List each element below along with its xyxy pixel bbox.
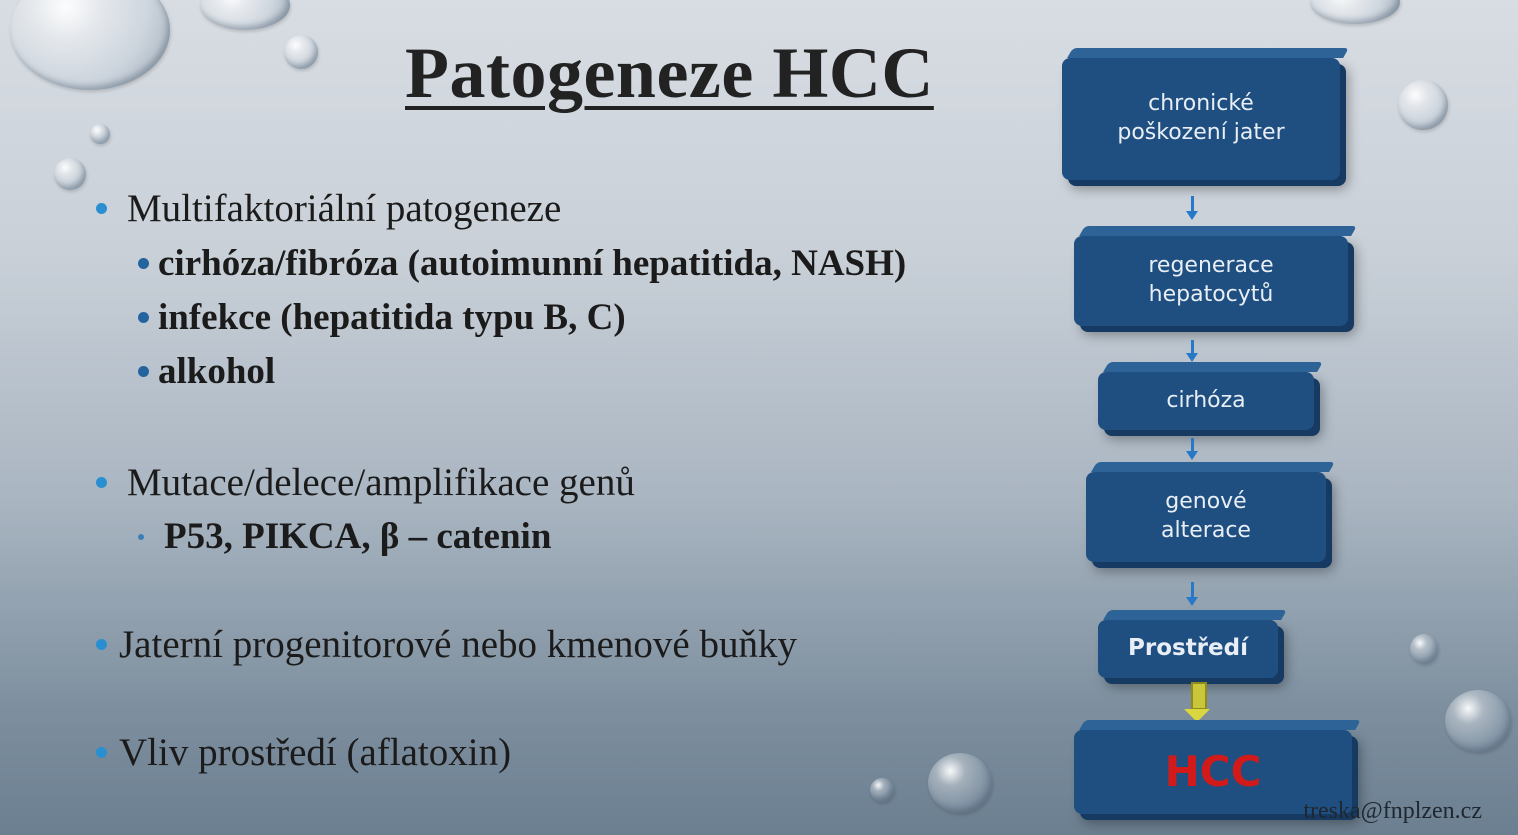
bullet-text: infekce (hepatitida typu B, C) [158,297,626,338]
water-drop-decoration [54,158,86,190]
box-bevel [1079,226,1357,236]
bullet-dot [138,366,149,377]
subbullet-geny [138,515,551,558]
flow-box-genetic-alteration [1086,472,1326,562]
bullet-dot [96,639,107,650]
box-bevel [1103,362,1323,372]
bullet-text: Mutace/delece/amplifikace genů [127,461,635,504]
water-drop-decoration [10,0,170,90]
bullet-dot [96,747,107,758]
flow-arrow [1191,196,1194,212]
bullet-dot [138,258,149,269]
flow-box-label: Prostředí [1128,635,1248,662]
water-drop-decoration [928,753,992,813]
water-drop-decoration [90,124,110,144]
flow-arrow [1191,582,1194,598]
bullet-vliv [96,730,511,775]
flow-box-environment [1098,620,1278,678]
flow-box-label: cirhóza [1166,387,1246,413]
bullet-multifactorial [96,186,561,231]
bullet-text: alkohol [158,351,276,392]
bullet-dot [96,477,107,488]
box-bevel [1103,610,1287,620]
bullet-dot [138,534,144,540]
flow-arrow [1191,340,1194,354]
bullet-text: Jaterní progenitorové nebo kmenové buňky [119,623,797,666]
box-bevel [1079,720,1361,730]
subbullet-infekce [138,296,626,339]
flow-arrow [1191,438,1194,452]
bullet-dot [138,312,149,323]
bullet-text: cirhóza/fibróza (autoimunní hepatitida, NASH) [158,243,907,284]
bullet-dot [96,203,107,214]
bullet-mutace [96,460,635,505]
water-drop-decoration [1310,0,1400,24]
water-drop-decoration [1445,690,1511,752]
water-drop-decoration [1410,634,1438,664]
flow-box-cirhoza [1098,372,1314,430]
subbullet-alkohol [138,350,275,393]
flow-box-chronic-damage [1062,58,1340,180]
bullet-text: Multifaktoriální patogeneze [127,187,562,230]
bullet-text: P53, PIKCA, β – catenin [164,516,552,557]
flow-box-label: genové alterace [1161,489,1251,543]
flow-box-label: HCC [1164,746,1262,796]
box-bevel [1091,462,1335,472]
water-drop-decoration [1398,80,1448,130]
bullet-progenitor [96,622,797,667]
box-bevel [1067,48,1349,58]
flow-box-regeneration [1074,236,1348,326]
subbullet-cirhoza [138,242,906,285]
flow-box-label: chronické poškození jater [1117,91,1285,145]
slide-title: Patogeneze HCC [405,33,934,113]
flow-arrow-yellow [1191,682,1207,710]
author-email: treska@fnplzen.cz [1303,798,1482,824]
bullet-text: Vliv prostředí (aflatoxin) [119,731,512,774]
flow-box-label: regenerace hepatocytů [1148,253,1274,307]
water-drop-decoration [284,35,318,69]
water-drop-decoration [200,0,290,30]
water-drop-decoration [870,778,894,802]
